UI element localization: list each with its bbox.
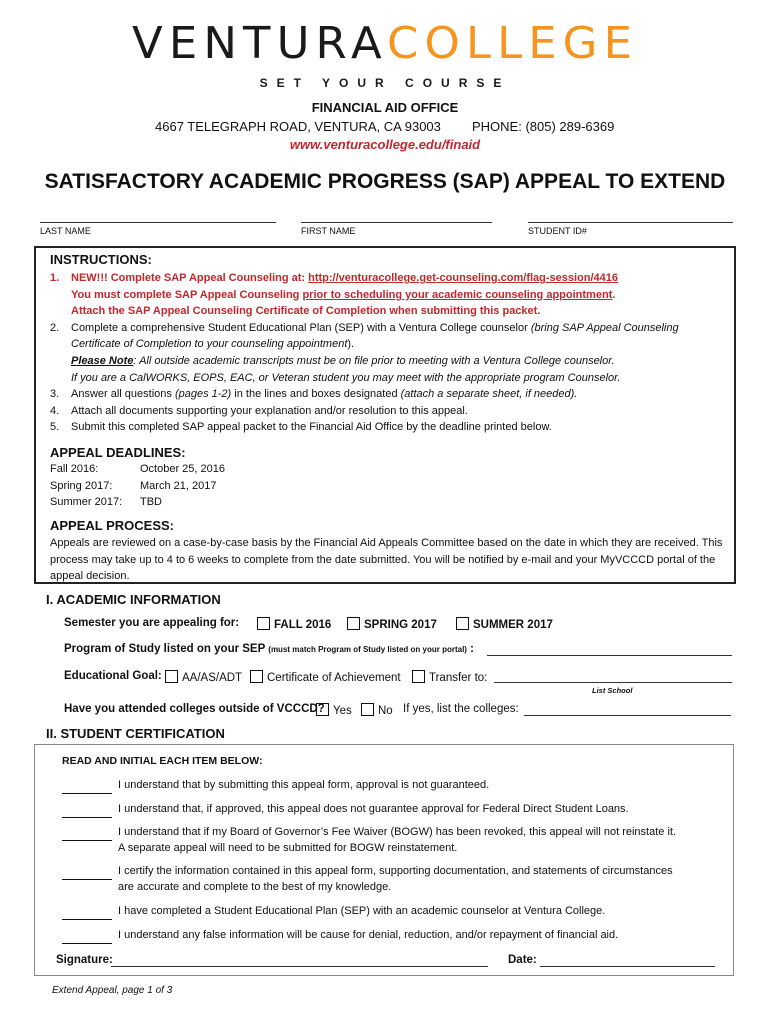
list-school-label: List School <box>592 686 633 695</box>
cert-item: I have completed a Student Educational Plan (SEP) with an academic counselor at Ventura College. <box>62 903 605 920</box>
instruction-2: 2. Complete a comprehensive Student Educational Plan (SEP) with a Ventura College counselor (bring SAP Appeal Counseling <box>50 321 679 334</box>
program-field[interactable] <box>487 655 732 656</box>
attended-no-checkbox[interactable]: No <box>361 703 393 717</box>
deadlines-table <box>50 461 225 511</box>
instruction-4: 4. Attach all documents supporting your explanation and/or resolution to this appeal. <box>50 404 468 417</box>
phone: PHONE: (805) 289-6369 <box>472 119 615 134</box>
process-text: Appeals are reviewed on a case-by-case basis by the Financial Aid Appeals Committee based on the date in which they are received. This process may take up to 4 to 6 weeks to complete from the date submitted. You will be notified by e-mail and your MyVCCCD portal of the appeal decision. <box>50 537 723 583</box>
address: 4667 TELEGRAPH ROAD, VENTURA, CA 93003 <box>155 119 441 134</box>
list-colleges-label: If yes, list the colleges: <box>403 703 519 715</box>
logo-college: COLLEGE <box>386 18 639 69</box>
initial-field[interactable] <box>62 840 112 841</box>
summer-checkbox[interactable]: SUMMER 2017 <box>456 617 553 631</box>
instruction-3: 3. Answer all questions (pages 1-2) in the lines and boxes designated (attach a separate sheet, if needed). <box>50 388 578 401</box>
page-title: SATISFACTORY ACADEMIC PROGRESS (SAP) APPEAL TO EXTEND <box>44 170 726 193</box>
fall-checkbox[interactable]: FALL 2016 <box>257 617 331 631</box>
cert-item: I certify the information contained in this appeal form, supporting documentation, and statements of circumstances <box>62 863 673 880</box>
initial-field[interactable] <box>62 919 112 920</box>
deadline-row: Fall 2016: October 25, 2016 <box>50 463 226 475</box>
certification-heading: II. STUDENT CERTIFICATION <box>46 726 225 741</box>
last-name-label: LAST NAME <box>40 226 91 236</box>
attended-row: Have you attended colleges outside of VCCCD? <box>64 703 325 715</box>
read-initial-label: READ AND INITIAL EACH ITEM BELOW: <box>62 755 263 767</box>
signature-field[interactable] <box>111 966 488 967</box>
initial-field[interactable] <box>62 793 112 794</box>
transfer-school-field[interactable] <box>494 682 732 683</box>
cert-item-cont: are accurate and complete to the best of my knowledge. <box>118 881 392 893</box>
process-heading: APPEAL PROCESS: <box>50 518 175 533</box>
goal-row: Educational Goal: <box>64 670 162 682</box>
instruction-1: 1. NEW!!! Complete SAP Appeal Counseling at: http://venturacollege.get-counseling.com/flag-session/4416 <box>50 272 619 284</box>
initial-field[interactable] <box>62 943 112 944</box>
cert-item: I understand that, if approved, this appeal does not guarantee approval for Federal Direct Student Loans. <box>62 801 629 818</box>
tagline: SET YOUR COURSE <box>259 76 511 90</box>
first-name-label: FIRST NAME <box>301 226 356 236</box>
page-footer: Extend Appeal, page 1 of 3 <box>52 985 173 996</box>
last-name-field[interactable] <box>40 222 276 223</box>
goal-transfer-checkbox[interactable]: Transfer to: <box>412 670 487 684</box>
date-field[interactable] <box>540 966 715 967</box>
student-id-label: STUDENT ID# <box>528 226 587 236</box>
instructions-list: 1. NEW!!! Complete SAP Appeal Counseling at: http://venturacollege.get-counseling.com/flag-session/4416 You must complete SAP Appeal Counseling prior to scheduling your academic counseling appointment. Attach the SAP Appeal Counseling Certificate of Completion when submitting this packet. 2. Complete a comprehensive Student Educational Plan (SEP) with a Ventura College counselor (bring SAP Appeal Counseling Certificate of Completion to your counseling appointment). Please Note: All outside academic transcripts must be on file prior to meeting with a Ventura College counselor. If you are a CalWORKS, EOPS, EAC, or Veteran student you may meet with the appropriate program Counselor. 3. Answer all questions (pages 1-2) in the lines and boxes designated (attach a separate sheet, if needed). 4. Attach all documents supporting your explanation and/or resolution to this appeal. 5. Submit this completed SAP appeal packet to the Financial Aid Office by the deadline printed below. <box>50 270 730 436</box>
student-id-field[interactable] <box>528 222 733 223</box>
goal-aa-checkbox[interactable]: AA/AS/ADT <box>165 670 242 684</box>
program-label: Program of Study listed on your SEP (must match Program of Study listed on your portal) : <box>64 643 475 655</box>
instruction-5: 5. Submit this completed SAP appeal packet to the Financial Aid Office by the deadline printed below. <box>50 421 552 434</box>
college-logo <box>0 18 770 69</box>
spring-checkbox[interactable]: SPRING 2017 <box>347 617 437 631</box>
cert-item-cont: A separate appeal will need to be submitted for BOGW reinstatement. <box>118 842 458 854</box>
attended-yes-checkbox[interactable]: Yes <box>316 703 352 717</box>
counseling-link[interactable]: http://venturacollege.get-counseling.com/flag-session/4416 <box>308 272 619 284</box>
website-link[interactable]: www.venturacollege.edu/finaid <box>289 137 481 152</box>
cert-item: I understand that if my Board of Governor’s Fee Waiver (BOGW) has been revoked, this appeal will not reinstate it. <box>62 824 676 841</box>
academic-heading: I. ACADEMIC INFORMATION <box>46 592 221 607</box>
initial-field[interactable] <box>62 879 112 880</box>
cert-item: I understand any false information will be cause for denial, reduction, and/or repayment of financial aid. <box>62 927 618 944</box>
office-name: FINANCIAL AID OFFICE <box>311 100 459 115</box>
cert-item: I understand that by submitting this appeal form, approval is not guaranteed. <box>62 777 489 794</box>
initial-field[interactable] <box>62 817 112 818</box>
date-label: Date: <box>508 954 537 966</box>
deadlines-heading: APPEAL DEADLINES: <box>50 445 186 460</box>
logo-ventura: VENTURA <box>131 18 387 69</box>
first-name-field[interactable] <box>301 222 492 223</box>
instructions-heading: INSTRUCTIONS: <box>50 252 152 267</box>
goal-cert-checkbox[interactable]: Certificate of Achievement <box>250 670 401 684</box>
deadline-row: Summer 2017: TBD <box>50 496 162 509</box>
deadline-row: Spring 2017: March 21, 2017 <box>50 479 217 492</box>
colleges-field[interactable] <box>524 715 731 716</box>
semester-row: Semester you are appealing for: <box>64 617 240 629</box>
signature-label: Signature: <box>56 954 113 966</box>
